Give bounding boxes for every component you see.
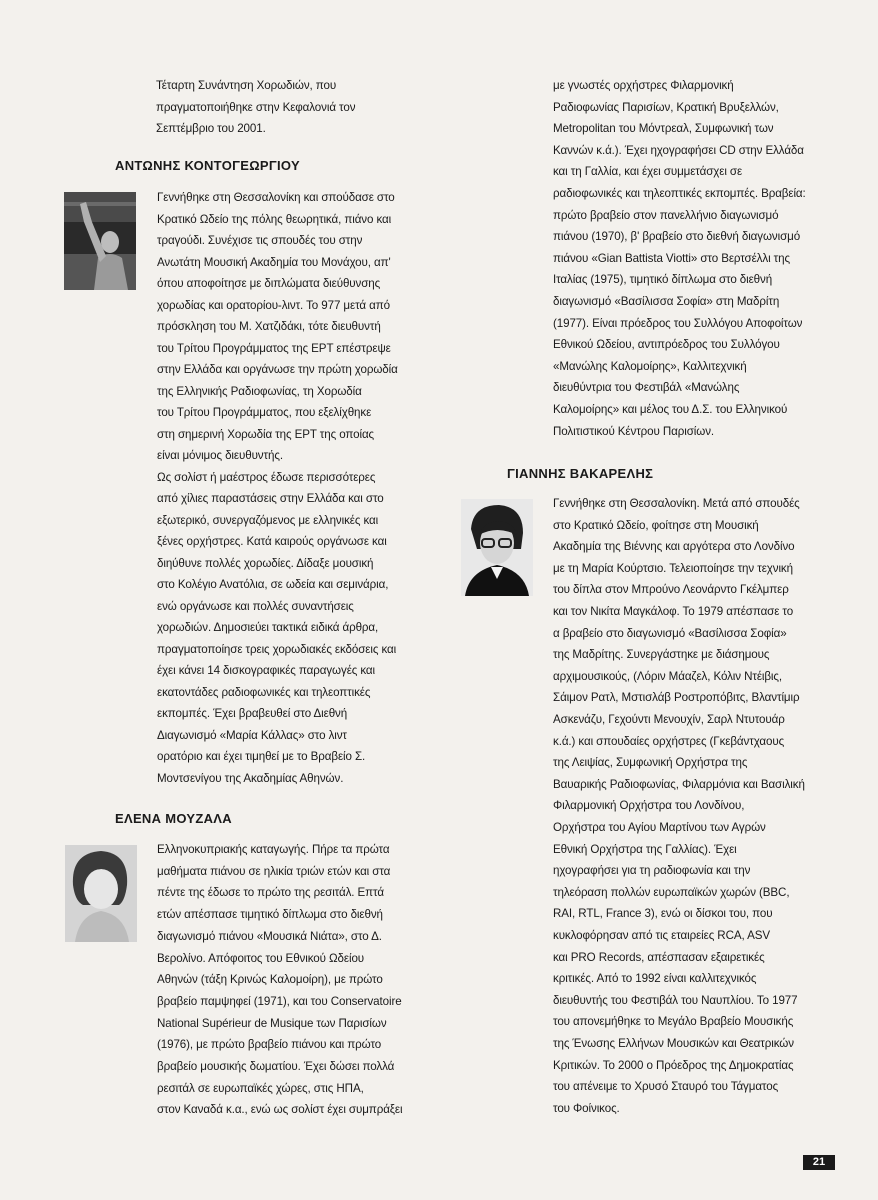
text-line: Ως σολίστ ή μαέστρος έδωσε περισσότερες bbox=[157, 470, 376, 484]
text-line: κριτικές. Από το 1992 είναι καλλιτεχνικός bbox=[553, 972, 757, 986]
text-line: μαθήματα πιάνου σε ηλικία τριών ετών και στα bbox=[157, 864, 391, 878]
text-line: Ασκενάζυ, Γεχούντι Μενουχίν, Σαρλ Ντυτουάρ bbox=[553, 713, 785, 726]
text-line: του δίπλα στον Μπρούνο Λεονάρντο Γκέλμπερ bbox=[553, 583, 789, 597]
text-line: (1976), με πρώτο βραβείο πιάνου και πρώτο bbox=[157, 1038, 382, 1052]
text-line: «Μανώλης Καλομοίρης», Καλλιτεχνική bbox=[553, 359, 747, 373]
text-line: διευθυντής του Φεστιβάλ του Ναυπλίου. Το 1977 bbox=[553, 993, 798, 1007]
text-line: Διαγωνισμό «Μαρία Κάλλας» στο λιντ bbox=[157, 728, 347, 742]
text-line: RAI, RTL, France 3), ενώ οι δίσκοι του, που bbox=[553, 907, 773, 921]
text-line: κ.ά.) και σπουδαίες ορχήστρες (Γκεβάντχαους bbox=[553, 734, 785, 748]
section-heading-vakarelis: ΓΙΑΝΝΗΣ ΒΑΚΑΡΕΛΗΣ bbox=[507, 466, 654, 481]
text-line: τηλεόραση πολλών ευρωπαϊκών χωρών (BBC, bbox=[553, 885, 790, 899]
text-line: του Τρίτου Προγράμματος, που εξελίχθηκε bbox=[157, 406, 372, 419]
text-line: τραγούδι. Συνέχισε τις σπουδές του στην bbox=[157, 234, 363, 247]
text-line: ξένες ορχήστρες. Κατά καιρούς οργάνωσε και bbox=[157, 535, 387, 548]
text-line: πέντε της έδωσε το πρώτο της ρεσιτάλ. Επτά bbox=[157, 886, 384, 900]
text-line: κυκλοφόρησαν από τις εταιρείες RCA, ASV bbox=[553, 929, 770, 942]
text-line: διαγωνισμό πιάνου «Μουσικά Νιάτα», στο Δ. bbox=[157, 929, 382, 943]
text-line: Σάιμον Ρατλ, Μστισλάβ Ροστροπόβιτς, Βλαντίμιρ bbox=[553, 691, 800, 705]
text-line: πρόσκληση του Μ. Χατζιδάκι, τότε διευθυντή bbox=[157, 320, 381, 333]
text-line: National Supérieur de Musique των Παρισίων bbox=[157, 1016, 387, 1030]
text-line: Βερολίνο. Απόφοιτος του Εθνικού Ωδείου bbox=[157, 951, 365, 965]
photo-kontogeorgiou bbox=[64, 192, 136, 290]
text-line: διηύθυνε πολλές χορωδίες. Δίδαξε μουσική bbox=[157, 556, 374, 570]
text-line: ορατόριο και έχει τιμηθεί με το Βραβείο Σ. bbox=[157, 750, 366, 763]
text-line: Ελληνοκυπριακής καταγωγής. Πήρε τα πρώτα bbox=[157, 843, 390, 856]
text-line: αρχιμουσικούς, (Λόριν Μάαζελ, Κόλιν Ντέιβις, bbox=[553, 669, 783, 683]
text-line: και τη Γαλλία, και έχει συμμετάσχει σε bbox=[553, 165, 743, 179]
text-line: α βραβείο στο διαγωνισμό «Βασίλισσα Σοφία» bbox=[553, 626, 787, 640]
text-line: και PRO Records, απέσπασαν εξαιρετικές bbox=[553, 950, 765, 964]
text-line: Ανωτάτη Μουσική Ακαδημία του Μονάχου, απ' bbox=[157, 255, 391, 269]
text-line: διευθύντρια του Φεστιβάλ «Μανώλης bbox=[553, 381, 740, 395]
text-line: ηχογραφήσει για τη ραδιοφωνία και την bbox=[553, 864, 751, 878]
text-line: του απονεμήθηκε το Μεγάλο Βραβείο Μουσικής bbox=[553, 1015, 794, 1029]
photo-mouzala bbox=[65, 845, 137, 942]
text-line: διαγωνισμό «Βασίλισσα Σοφία» στη Μαδρίτη bbox=[553, 295, 780, 308]
text-line: χορωδιών. Δημοσιεύει τακτικά ειδικά άρθρα, bbox=[157, 621, 379, 634]
text-line: Ορχήστρα του Αγίου Μαρτίνου των Αγρών bbox=[553, 821, 766, 834]
text-line: (1977). Είναι πρόεδρος του Συλλόγου Αποφοίτων bbox=[553, 316, 803, 330]
text-line: εκατοντάδες ραδιοφωνικές και τηλεοπτικές bbox=[157, 685, 371, 699]
text-line: στο Κρατικό Ωδείο, φοίτησε στη Μουσική bbox=[553, 518, 759, 532]
text-line: Ραδιοφωνίας Παρισίων, Κρατική Βρυξελλών, bbox=[553, 100, 779, 114]
text-line: εξωτερικό, συνεργαζόμενος με ελληνικές και bbox=[157, 513, 379, 527]
text-line: ραδιοφωνικές και τηλεοπτικές εκπομπές. Βραβεία: bbox=[553, 187, 806, 200]
text-line: στην Ελλάδα και οργάνωσε την πρώτη χορωδία bbox=[157, 363, 398, 376]
text-line: με γνωστές ορχήστρες Φιλαρμονική bbox=[553, 79, 734, 92]
text-line: της Ελληνικής Ραδιοφωνίας, τη Χορωδία bbox=[157, 384, 362, 398]
photo-vakarelis bbox=[461, 499, 533, 596]
text-line: του Φοίνικος. bbox=[553, 1101, 620, 1115]
text-line: Σεπτέμβριο του 2001. bbox=[156, 122, 266, 135]
text-line: Κρατικό Ωδείο της πόλης θεωρητικά, πιάνο και bbox=[157, 212, 392, 226]
text-line: ετών απέσπασε τιμητικό δίπλωμα στο διεθνή bbox=[157, 908, 383, 922]
text-line: πραγματοποίησε τρεις χορωδιακές εκδόσεις και bbox=[157, 642, 397, 656]
text-line: στη σημερινή Χορωδία της ΕΡΤ της οποίας bbox=[157, 427, 375, 441]
text-line: Εθνικού Ωδείου, αντιπρόεδρος του Συλλόγου bbox=[553, 338, 780, 352]
text-line: Αθηνών (τάξη Κρινώς Καλομοίρη), με πρώτο bbox=[157, 973, 383, 987]
text-line: είναι μόνιμος διευθυντής. bbox=[157, 449, 283, 462]
text-line: στο Κολέγιο Ανατόλια, σε ωδεία και σεμινάρια, bbox=[157, 578, 389, 591]
text-line: από χίλιες παραστάσεις στην Ελλάδα και στο bbox=[157, 492, 384, 505]
text-line: Φιλαρμονική Ορχήστρα του Λονδίνου, bbox=[553, 799, 745, 813]
text-line: και τον Νικίτα Μαγκάλοφ. Το 1979 απέσπασε το bbox=[553, 605, 794, 618]
page-number: 21 bbox=[803, 1155, 835, 1170]
text-line: ενώ οργάνωσε και πολλές συναντήσεις bbox=[157, 599, 354, 613]
text-line: Καλομοίρης» και μέλος του Δ.Σ. του Ελληνικού bbox=[553, 403, 788, 416]
text-line: Ιταλίας (1975), τιμητικό δίπλωμα στο διεθνή bbox=[553, 273, 773, 287]
text-line: πιάνου (1970), β' βραβείο στο διεθνή διαγωνισμό bbox=[553, 230, 801, 244]
text-line: με τη Μαρία Κούρτσιο. Τελειοποίησε την τεχνική bbox=[553, 561, 793, 575]
text-line: χορωδίας και ορατορίου-λιντ. Το 977 μετά από bbox=[157, 298, 390, 312]
text-line: της Λειψίας, Συμφωνική Ορχήστρα της bbox=[553, 756, 748, 770]
text-line: Ακαδημία της Βιέννης και αργότερα στο Λονδίνο bbox=[553, 540, 795, 554]
text-line: Πολιτιστικού Κέντρου Παρισίων. bbox=[553, 424, 715, 438]
text-line: ρεσιτάλ σε ευρωπαϊκές χώρες, στις ΗΠΑ, bbox=[157, 1081, 364, 1095]
text-line: της Μαδρίτης. Συνεργάστηκε με διάσημους bbox=[553, 648, 770, 662]
section-heading-kontogeorgiou: ΑΝΤΩΝΗΣ ΚΟΝΤΟΓΕΩΡΓΙΟΥ bbox=[115, 158, 300, 173]
text-line: Γεννήθηκε στη Θεσσαλονίκη και σπούδασε στο bbox=[157, 191, 395, 204]
text-line: Βαυαρικής Ραδιοφωνίας, Φιλαρμόνια και Βασιλική bbox=[553, 777, 805, 791]
text-line: πραγματοποιήθηκε στην Κεφαλονιά τον bbox=[156, 100, 356, 114]
text-line: βραβείο μουσικής δωματίου. Έχει δώσει πολλά bbox=[157, 1060, 395, 1073]
text-line: πιάνου «Gian Battista Viotti» στο Βερτσέλλι της bbox=[553, 251, 790, 265]
text-line: Εθνική Ορχήστρα της Γαλλίας). Έχει bbox=[553, 842, 737, 856]
text-line: Καννών κ.ά.). Έχει ηχογραφήσει CD στην Ελλάδα bbox=[553, 143, 804, 157]
text-line: όπου αποφοίτησε με διπλώματα διεύθυνσης bbox=[157, 277, 381, 290]
text-line: Γεννήθηκε στη Θεσσαλονίκη. Μετά από σπουδές bbox=[553, 497, 800, 510]
text-line: του Τρίτου Προγράμματος της ΕΡΤ επέστρεψε bbox=[157, 341, 391, 355]
text-line: Μοντσενίγου της Ακαδημίας Αθηνών. bbox=[157, 771, 344, 785]
text-line: Τέταρτη Συνάντηση Χορωδιών, που bbox=[156, 79, 337, 92]
text-line: Κριτικών. Το 2000 ο Πρόεδρος της Δημοκρατίας bbox=[553, 1058, 794, 1072]
text-line: της Ένωσης Ελλήνων Μουσικών και Θεατρικών bbox=[553, 1037, 794, 1050]
text-line: εκπομπές. Έχει βραβευθεί στο Διεθνή bbox=[157, 707, 348, 720]
text-line: πρώτο βραβείο στον πανελλήνιο διαγωνισμό bbox=[553, 208, 779, 222]
section-heading-mouzala: ΕΛΕΝΑ ΜΟΥΖΑΛΑ bbox=[115, 811, 232, 826]
text-line: έχει κάνει 14 δισκογραφικές παραγωγές και bbox=[157, 664, 375, 677]
text-line: Metropolitan του Μόντρεαλ, Συμφωνική των bbox=[553, 122, 774, 136]
text-line: βραβείο παμψηφεί (1971), και του Conservatoire bbox=[157, 994, 402, 1008]
text-line: του απένειμε το Χρυσό Σταυρό του Τάγματος bbox=[553, 1080, 779, 1094]
text-line: στον Καναδά κ.α., ενώ ως σολίστ έχει συμπράξει bbox=[157, 1103, 403, 1117]
